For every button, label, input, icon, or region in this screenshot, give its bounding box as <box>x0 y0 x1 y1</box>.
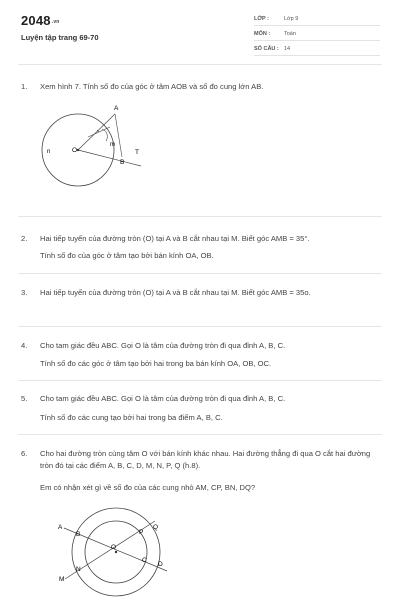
site-logo[interactable]: 2048.vn <box>21 13 60 28</box>
figure-7 <box>40 100 160 195</box>
label-t: T <box>135 149 139 156</box>
point-o <box>77 149 79 151</box>
divider-5 <box>18 434 382 435</box>
question-5-sub: Tính số đo các cung tạo bởi hai trong ba điểm A, B, C. <box>40 413 223 422</box>
tangent-line <box>115 114 122 157</box>
line-ot <box>78 150 141 166</box>
page-title: Luyện tập trang 69-70 <box>21 33 99 42</box>
header-divider <box>18 64 382 65</box>
angle-arc <box>102 129 107 141</box>
divider-4 <box>18 380 382 381</box>
label-a: A <box>58 524 63 531</box>
label-q: Q <box>153 524 159 531</box>
divider-2 <box>18 273 382 274</box>
divider-3 <box>18 326 382 327</box>
question-2-sub: Tính số đo của góc ở tâm tạo bởi bán kính OA, OB. <box>40 251 214 260</box>
label-c: C <box>142 557 147 564</box>
label-m: m <box>110 142 115 148</box>
meta-subject: MÔN : Toán <box>254 30 380 41</box>
label-o: O <box>111 544 117 551</box>
meta-question-count: SỐ CÂU : 14 <box>254 45 380 56</box>
point-o <box>115 551 117 553</box>
label-a: A <box>114 105 119 112</box>
label-n: n <box>47 149 51 155</box>
label-m: M <box>59 576 65 583</box>
question-6-sub: Em có nhận xét gì về số đo của các cung nhỏ AM, CP, BN, DQ? <box>40 483 256 492</box>
label-d: D <box>158 561 163 568</box>
label-o: O <box>72 147 78 154</box>
label-n: N <box>76 566 81 573</box>
page-header <box>0 0 400 60</box>
question-4-sub: Tính số đo các góc ở tâm tạo bởi hai trong ba bán kính OA, OB, OC. <box>40 359 272 368</box>
divider-1 <box>18 216 382 217</box>
label-b: B <box>120 159 125 166</box>
figure-8 <box>50 505 180 597</box>
meta-class: LỚP : Lớp 9 <box>254 15 380 26</box>
label-b: B <box>76 531 81 538</box>
label-p: P <box>139 529 144 536</box>
